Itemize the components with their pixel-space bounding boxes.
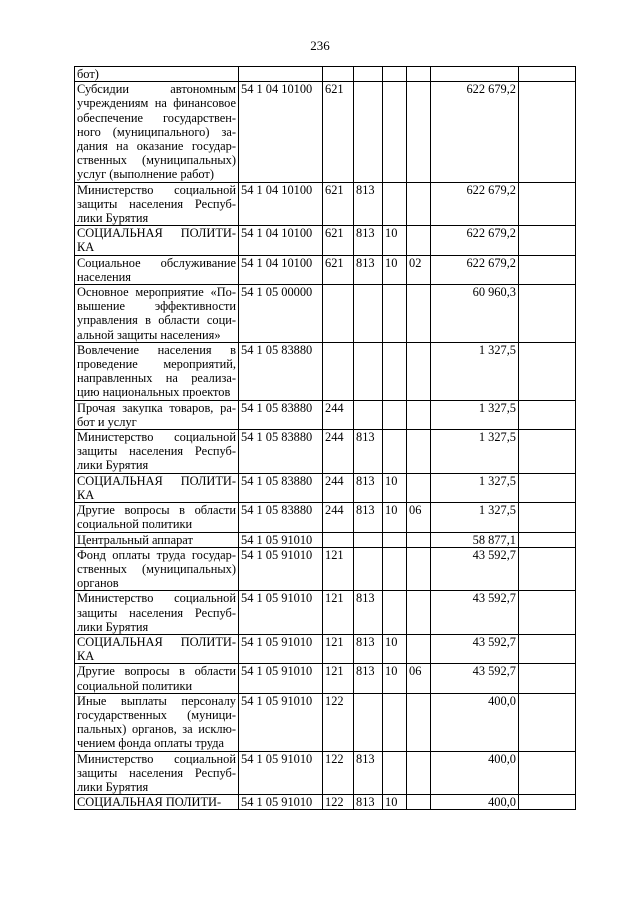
row-section — [383, 591, 407, 635]
row-ministry-code: 813 — [354, 795, 383, 810]
row-ministry-code: 813 — [354, 473, 383, 502]
row-amount: 400,0 — [431, 751, 519, 795]
row-target-code: 54 1 04 10100 — [239, 226, 323, 255]
row-subsection — [407, 795, 431, 810]
row-extra-cell — [519, 547, 576, 591]
row-extra-cell — [519, 226, 576, 255]
table-row — [75, 285, 576, 343]
row-extra-cell — [519, 751, 576, 795]
table-row — [75, 182, 576, 226]
row-amount — [431, 67, 519, 82]
row-ministry-code — [354, 532, 383, 547]
row-amount: 400,0 — [431, 795, 519, 810]
row-target-code: 54 1 05 91010 — [239, 664, 323, 693]
table-row — [75, 430, 576, 474]
row-subsection — [407, 430, 431, 474]
row-target-code: 54 1 04 10100 — [239, 82, 323, 182]
row-expense-type: 244 — [323, 503, 354, 532]
row-name: Прочая закупка товаров, ра-бот и услуг — [75, 400, 239, 429]
row-target-code: 54 1 05 91010 — [239, 532, 323, 547]
row-section — [383, 532, 407, 547]
row-ministry-code: 813 — [354, 664, 383, 693]
row-subsection: 02 — [407, 255, 431, 284]
row-subsection — [407, 400, 431, 429]
table-row — [75, 664, 576, 693]
row-extra-cell — [519, 182, 576, 226]
row-expense-type: 244 — [323, 430, 354, 474]
row-section — [383, 82, 407, 182]
row-target-code: 54 1 05 83880 — [239, 400, 323, 429]
row-name: СОЦИАЛЬНАЯ ПОЛИТИ-КА — [75, 473, 239, 502]
row-name: бот) — [75, 67, 239, 82]
row-expense-type: 621 — [323, 82, 354, 182]
table-row — [75, 547, 576, 591]
row-subsection — [407, 67, 431, 82]
row-section — [383, 751, 407, 795]
row-section — [383, 693, 407, 751]
row-ministry-code — [354, 693, 383, 751]
row-name: СОЦИАЛЬНАЯ ПОЛИТИ-КА — [75, 226, 239, 255]
table-row — [75, 400, 576, 429]
row-section: 10 — [383, 226, 407, 255]
row-section — [383, 285, 407, 343]
row-amount: 1 327,5 — [431, 473, 519, 502]
row-section — [383, 67, 407, 82]
row-expense-type: 122 — [323, 693, 354, 751]
row-target-code: 54 1 05 83880 — [239, 430, 323, 474]
row-ministry-code: 813 — [354, 591, 383, 635]
table-row — [75, 532, 576, 547]
row-amount: 622 679,2 — [431, 182, 519, 226]
row-subsection — [407, 751, 431, 795]
table-row — [75, 342, 576, 400]
row-name: Министерство социальной защиты населения Респуб-лики Бурятия — [75, 591, 239, 635]
row-expense-type: 121 — [323, 634, 354, 663]
row-name: СОЦИАЛЬНАЯ ПОЛИТИ-КА — [75, 634, 239, 663]
row-ministry-code — [354, 67, 383, 82]
row-expense-type: 244 — [323, 400, 354, 429]
row-section — [383, 400, 407, 429]
row-subsection — [407, 226, 431, 255]
row-name: Иные выплаты персоналу государственных (муници-пальных) органов, за исклю-чением фонда оплаты труда — [75, 693, 239, 751]
row-expense-type: 122 — [323, 751, 354, 795]
row-extra-cell — [519, 285, 576, 343]
row-ministry-code: 813 — [354, 751, 383, 795]
row-name: Субсидии автономным учреждениям на финансовое обеспечение государствен-ного (муниципального) за-дания на оказание государ-ственных (муниципальных) услуг (выполнение работ) — [75, 82, 239, 182]
row-name: Другие вопросы в области социальной политики — [75, 664, 239, 693]
row-amount: 622 679,2 — [431, 226, 519, 255]
row-amount: 43 592,7 — [431, 634, 519, 663]
row-extra-cell — [519, 532, 576, 547]
row-expense-type: 121 — [323, 664, 354, 693]
row-target-code: 54 1 05 83880 — [239, 503, 323, 532]
budget-table — [74, 66, 576, 810]
table-row — [75, 82, 576, 182]
row-expense-type — [323, 67, 354, 82]
row-extra-cell — [519, 67, 576, 82]
row-name: Вовлечение населения в проведение мероприятий, направленных на реализа-цию национальных проектов — [75, 342, 239, 400]
row-amount: 400,0 — [431, 693, 519, 751]
row-expense-type — [323, 532, 354, 547]
table-row — [75, 591, 576, 635]
row-section — [383, 342, 407, 400]
row-ministry-code — [354, 342, 383, 400]
row-name: Основное мероприятие «По-вышение эффективности управления в области соци-альной защиты населения» — [75, 285, 239, 343]
row-extra-cell — [519, 634, 576, 663]
table-row — [75, 226, 576, 255]
row-subsection — [407, 693, 431, 751]
row-name: Министерство социальной защиты населения Респуб-лики Бурятия — [75, 182, 239, 226]
row-amount: 1 327,5 — [431, 430, 519, 474]
row-extra-cell — [519, 503, 576, 532]
row-subsection — [407, 634, 431, 663]
row-name: СОЦИАЛЬНАЯ ПОЛИТИ- — [75, 795, 239, 810]
row-name: Министерство социальной защиты населения Респуб-лики Бурятия — [75, 430, 239, 474]
row-extra-cell — [519, 400, 576, 429]
row-extra-cell — [519, 342, 576, 400]
row-extra-cell — [519, 430, 576, 474]
row-ministry-code — [354, 400, 383, 429]
row-target-code: 54 1 04 10100 — [239, 255, 323, 284]
table-row — [75, 255, 576, 284]
row-amount: 58 877,1 — [431, 532, 519, 547]
row-subsection — [407, 591, 431, 635]
row-section — [383, 430, 407, 474]
row-ministry-code: 813 — [354, 634, 383, 663]
row-expense-type — [323, 285, 354, 343]
row-section: 10 — [383, 255, 407, 284]
row-ministry-code — [354, 547, 383, 591]
row-amount: 622 679,2 — [431, 255, 519, 284]
row-name: Министерство социальной защиты населения Респуб-лики Бурятия — [75, 751, 239, 795]
page-number: 236 — [310, 38, 330, 53]
row-subsection: 06 — [407, 503, 431, 532]
row-ministry-code: 813 — [354, 503, 383, 532]
table-row — [75, 693, 576, 751]
row-ministry-code — [354, 285, 383, 343]
row-subsection — [407, 532, 431, 547]
row-expense-type: 122 — [323, 795, 354, 810]
row-name: Другие вопросы в области социальной политики — [75, 503, 239, 532]
row-ministry-code: 813 — [354, 182, 383, 226]
table-body — [75, 67, 576, 810]
row-subsection: 06 — [407, 664, 431, 693]
row-section — [383, 182, 407, 226]
row-name: Фонд оплаты труда государ-ственных (муниципальных) органов — [75, 547, 239, 591]
row-extra-cell — [519, 82, 576, 182]
row-target-code: 54 1 05 91010 — [239, 795, 323, 810]
row-extra-cell — [519, 664, 576, 693]
table-row — [75, 67, 576, 82]
row-section: 10 — [383, 634, 407, 663]
row-section: 10 — [383, 473, 407, 502]
table-row — [75, 795, 576, 810]
row-subsection — [407, 547, 431, 591]
table-row — [75, 503, 576, 532]
row-extra-cell — [519, 473, 576, 502]
row-section: 10 — [383, 795, 407, 810]
row-section — [383, 547, 407, 591]
row-expense-type: 621 — [323, 255, 354, 284]
row-amount: 1 327,5 — [431, 342, 519, 400]
row-target-code: 54 1 04 10100 — [239, 182, 323, 226]
row-ministry-code: 813 — [354, 430, 383, 474]
row-subsection — [407, 82, 431, 182]
row-extra-cell — [519, 591, 576, 635]
row-extra-cell — [519, 255, 576, 284]
row-target-code: 54 1 05 00000 — [239, 285, 323, 343]
row-subsection — [407, 182, 431, 226]
row-amount: 43 592,7 — [431, 591, 519, 635]
row-target-code: 54 1 05 91010 — [239, 634, 323, 663]
row-target-code — [239, 67, 323, 82]
row-expense-type: 621 — [323, 182, 354, 226]
row-target-code: 54 1 05 91010 — [239, 751, 323, 795]
row-amount: 60 960,3 — [431, 285, 519, 343]
row-amount: 43 592,7 — [431, 664, 519, 693]
row-amount: 1 327,5 — [431, 400, 519, 429]
row-extra-cell — [519, 795, 576, 810]
row-subsection — [407, 342, 431, 400]
table-row — [75, 473, 576, 502]
row-target-code: 54 1 05 91010 — [239, 591, 323, 635]
table-row — [75, 634, 576, 663]
row-ministry-code: 813 — [354, 226, 383, 255]
row-expense-type: 621 — [323, 226, 354, 255]
row-extra-cell — [519, 693, 576, 751]
row-target-code: 54 1 05 83880 — [239, 342, 323, 400]
row-expense-type — [323, 342, 354, 400]
row-section: 10 — [383, 664, 407, 693]
row-target-code: 54 1 05 91010 — [239, 693, 323, 751]
row-ministry-code: 813 — [354, 255, 383, 284]
row-ministry-code — [354, 82, 383, 182]
row-subsection — [407, 285, 431, 343]
row-subsection — [407, 473, 431, 502]
row-target-code: 54 1 05 83880 — [239, 473, 323, 502]
row-section: 10 — [383, 503, 407, 532]
row-expense-type: 244 — [323, 473, 354, 502]
row-amount: 622 679,2 — [431, 82, 519, 182]
row-amount: 1 327,5 — [431, 503, 519, 532]
row-name: Социальное обслуживание населения — [75, 255, 239, 284]
row-target-code: 54 1 05 91010 — [239, 547, 323, 591]
table-row — [75, 751, 576, 795]
row-expense-type: 121 — [323, 547, 354, 591]
row-name: Центральный аппарат — [75, 532, 239, 547]
row-amount: 43 592,7 — [431, 547, 519, 591]
row-expense-type: 121 — [323, 591, 354, 635]
